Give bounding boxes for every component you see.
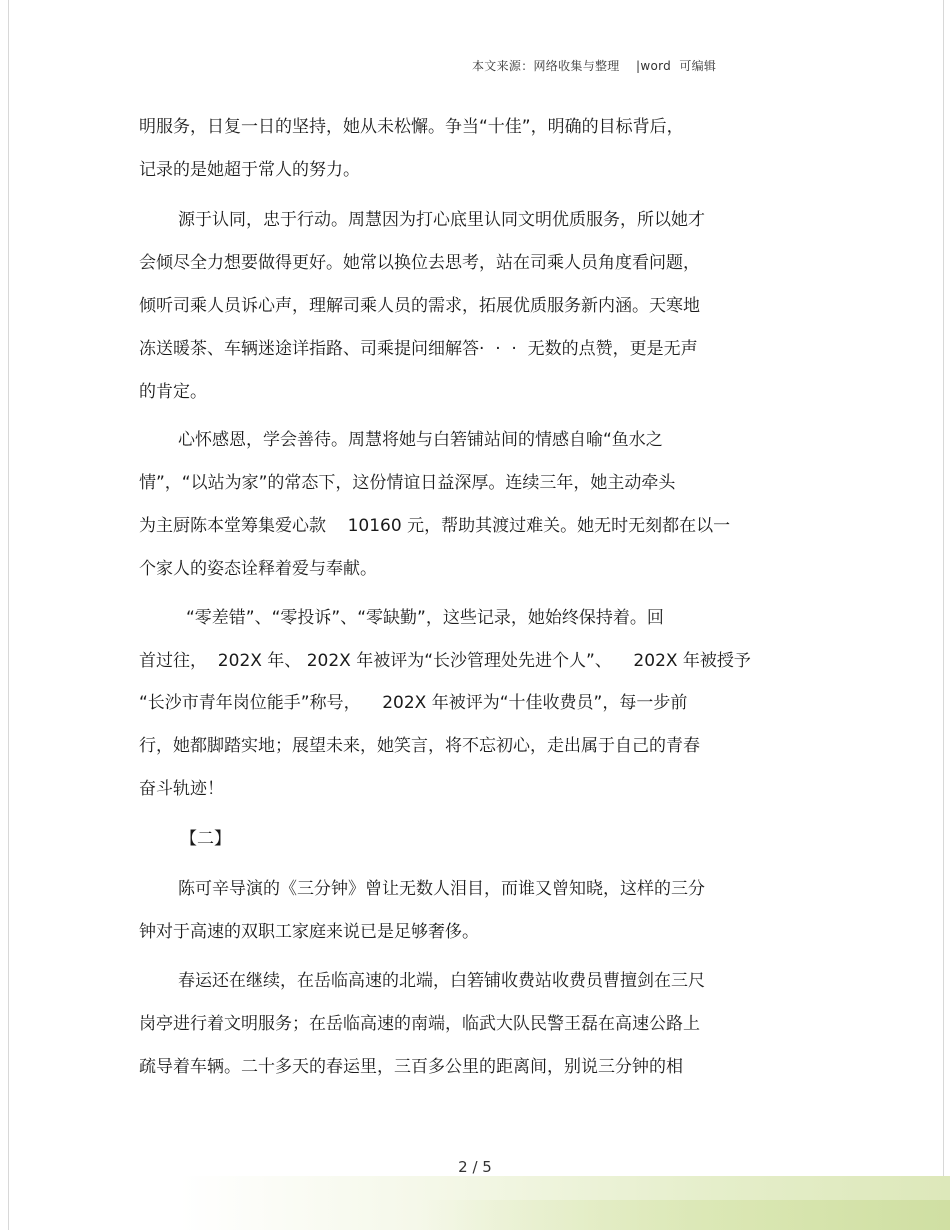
body-line-7: 的肯定。 xyxy=(139,382,207,402)
body-line-20: 春运还在继续，在岳临高速的北端，白箬铺收费站收费员曹擅剑在三尺 xyxy=(178,971,705,991)
body-line-16: 奋斗轨迹！ xyxy=(139,779,224,799)
body-line-13: 首过往， 202X 年、 202X 年被评为“长沙管理处先进个人”、 202X 年被授予 xyxy=(139,651,751,671)
body-line-19: 钟对于高速的双职工家庭来说已是足够奢侈。 xyxy=(139,922,479,942)
section-heading: 【二】 xyxy=(180,829,231,849)
body-line-14: “长沙市青年岗位能手”称号， 202X 年被评为“十佳收费员”，每一步前 xyxy=(139,693,688,713)
body-line-5: 倾听司乘人员诉心声，理解司乘人员的需求，拓展优质服务新内涵。天寒地 xyxy=(139,296,700,316)
body-line-10: 为主厨陈本堂筹集爱心款 10160 元，帮助其渡过难关。她无时无刻都在以一 xyxy=(139,516,731,536)
footer-decorative-band-inner xyxy=(420,1200,950,1230)
body-line-2: 记录的是她超于常人的努力。 xyxy=(139,160,360,180)
body-line-11: 个家人的姿态诠释着爱与奉献。 xyxy=(139,559,377,579)
body-line-15: 行，她都脚踏实地；展望未来，她笑言，将不忘初心，走出属于自己的青春 xyxy=(139,736,700,756)
body-line-8: 心怀感恩，学会善待。周慧将她与白箬铺站间的情感自喻“鱼水之 xyxy=(178,430,663,450)
body-line-4: 会倾尽全力想要做得更好。她常以换位去思考，站在司乘人员角度看问题， xyxy=(139,253,700,273)
body-line-18: 陈可辛导演的《三分钟》曾让无数人泪目，而谁又曾知晓，这样的三分 xyxy=(178,879,705,899)
body-line-12: “零差错”、“零投诉”、“零缺勤”，这些记录，她始终保持着。回 xyxy=(186,608,664,628)
body-line-9: 情”，“以站为家”的常态下，这份情谊日益深厚。连续三年，她主动牵头 xyxy=(139,473,676,493)
page-left-border xyxy=(8,0,9,1230)
body-line-22: 疏导着车辆。二十多天的春运里，三百多公里的距离间，别说三分钟的相 xyxy=(139,1057,683,1077)
page-right-border xyxy=(943,0,944,1230)
header-source-note: 本文来源：网络收集与整理 |word 可编辑 xyxy=(472,59,717,73)
body-line-6: 冻送暖茶、车辆迷途详指路、司乘提问细解答· · · 无数的点赞，更是无声 xyxy=(139,339,698,359)
body-line-21: 岗亭进行着文明服务；在岳临高速的南端，临武大队民警王磊在高速公路上 xyxy=(139,1014,700,1034)
body-line-1: 明服务，日复一日的坚持，她从未松懈。争当“十佳”，明确的目标背后， xyxy=(139,117,684,137)
page-number: 2 / 5 xyxy=(458,1158,492,1176)
body-line-3: 源于认同，忠于行动。周慧因为打心底里认同文明优质服务，所以她才 xyxy=(178,210,705,230)
